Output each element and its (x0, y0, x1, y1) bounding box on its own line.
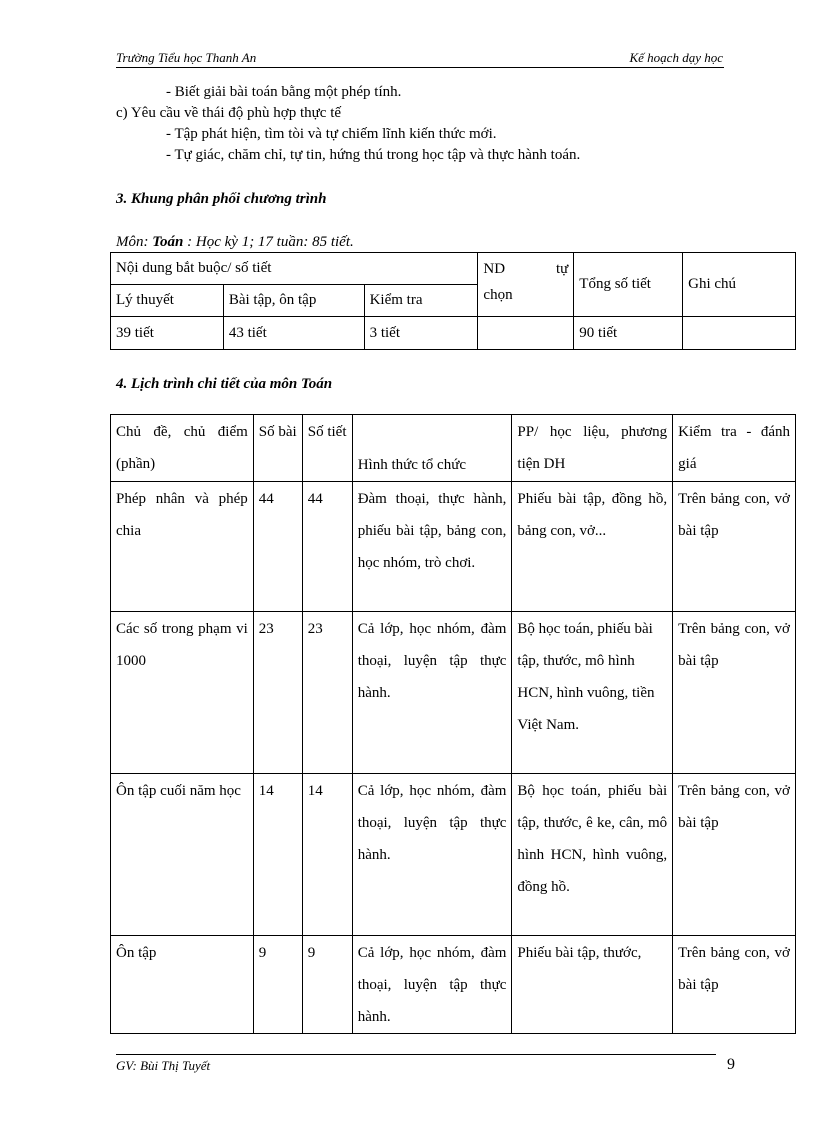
row-topic: Các số trong phạm vi 1000 (111, 612, 254, 774)
schedule-table (110, 414, 796, 1034)
t1-value-test: 3 tiết (364, 317, 478, 350)
t1-header-test: Kiểm tra (364, 285, 478, 317)
t1-header-required: Nội dung bắt buộc/ số tiết (111, 253, 478, 285)
intro-line-3: - Tập phát hiện, tìm tòi và tự chiếm lĩnh kiến thức mới. (166, 126, 497, 142)
t1-header-note: Ghi chú (683, 253, 796, 317)
t2-header-lessons: Số bài (253, 415, 302, 482)
row-lessons: 9 (253, 936, 302, 1034)
t1-header-theory: Lý thuyết (111, 285, 224, 317)
row-periods: 23 (302, 612, 352, 774)
table-row (111, 774, 796, 936)
row-assessment: Trên bảng con, vở bài tập (673, 482, 796, 612)
row-assessment: Trên bảng con, vở bài tập (673, 936, 796, 1034)
t1-elective-word-2: tự (555, 261, 569, 277)
distribution-table (110, 252, 796, 350)
t1-header-total: Tổng số tiết (574, 253, 683, 317)
t1-value-exercise: 43 tiết (223, 317, 364, 350)
t2-header-periods: Số tiết (302, 415, 352, 482)
row-assessment: Trên bảng con, vở bài tập (673, 774, 796, 936)
row-periods: 14 (302, 774, 352, 936)
t1-value-theory: 39 tiết (111, 317, 224, 350)
section-3-title: 3. Khung phân phối chương trình (116, 191, 327, 207)
row-lessons: 23 (253, 612, 302, 774)
subject-name: Toán (152, 234, 184, 250)
t1-header-exercise: Bài tập, ôn tập (223, 285, 364, 317)
row-materials: Bộ học toán, phiếu bài tập, thước, ê ke, cân, mô hình HCN, hình vuông, đồng hồ. (512, 774, 673, 936)
t2-header-topic: Chủ đề, chủ điểm (phần) (111, 415, 254, 482)
table-row (111, 936, 796, 1034)
row-materials: Phiếu bài tập, đồng hồ, bảng con, vở... (512, 482, 673, 612)
intro-line-2: c) Yêu cầu về thái độ phù hợp thực tế (116, 105, 342, 121)
row-periods: 9 (302, 936, 352, 1034)
row-topic: Ôn tập (111, 936, 254, 1034)
t2-header-materials: PP/ học liệu, phương tiện DH (512, 415, 673, 482)
row-periods: 44 (302, 482, 352, 612)
section-4-title: 4. Lịch trình chi tiết của môn Toán (116, 376, 333, 392)
row-form: Đàm thoại, thực hành, phiếu bài tập, bảng con, học nhóm, trò chơi. (352, 482, 512, 612)
t1-header-elective (478, 253, 574, 317)
t2-header-form: Hình thức tổ chức (352, 415, 512, 482)
table-row (111, 612, 796, 774)
row-topic: Ôn tập cuối năm học (111, 774, 254, 936)
header-rule (116, 67, 724, 68)
subject-prefix: Môn: (116, 234, 149, 250)
t1-elective-word-1: ND (483, 261, 506, 277)
row-form: Cả lớp, học nhóm, đàm thoại, luyện tập thực hành. (352, 774, 512, 936)
t1-elective-word-3: chọn (483, 287, 513, 303)
row-lessons: 14 (253, 774, 302, 936)
t2-header-assessment: Kiểm tra - đánh giá (673, 415, 796, 482)
row-form: Cả lớp, học nhóm, đàm thoại, luyện tập thực hành. (352, 936, 512, 1034)
t1-value-elective (478, 317, 574, 350)
row-lessons: 44 (253, 482, 302, 612)
row-materials: Bộ học toán, phiếu bài tập, thước, mô hình HCN, hình vuông, tiền Việt Nam. (512, 612, 673, 774)
page-number: 9 (727, 1056, 735, 1073)
subject-line (116, 234, 354, 251)
t1-value-total: 90 tiết (574, 317, 683, 350)
intro-line-1: - Biết giải bài toán bằng một phép tính. (166, 84, 402, 100)
row-assessment: Trên bảng con, vở bài tập (673, 612, 796, 774)
header-doc-title: Kế hoạch dạy học (629, 50, 723, 65)
row-topic: Phép nhân và phép chia (111, 482, 254, 612)
footer-teacher: GV: Bùi Thị Tuyết (116, 1058, 211, 1073)
header-school: Trường Tiểu học Thanh An (116, 50, 257, 65)
subject-rest: : Học kỳ 1; 17 tuần: 85 tiết. (187, 234, 354, 250)
t1-value-note (683, 317, 796, 350)
row-form: Cả lớp, học nhóm, đàm thoại, luyện tập thực hành. (352, 612, 512, 774)
footer-rule (116, 1054, 716, 1055)
table-row (111, 482, 796, 612)
row-materials: Phiếu bài tập, thước, (512, 936, 673, 1034)
intro-line-4: - Tự giác, chăm chỉ, tự tin, hứng thú trong học tập và thực hành toán. (166, 147, 581, 163)
